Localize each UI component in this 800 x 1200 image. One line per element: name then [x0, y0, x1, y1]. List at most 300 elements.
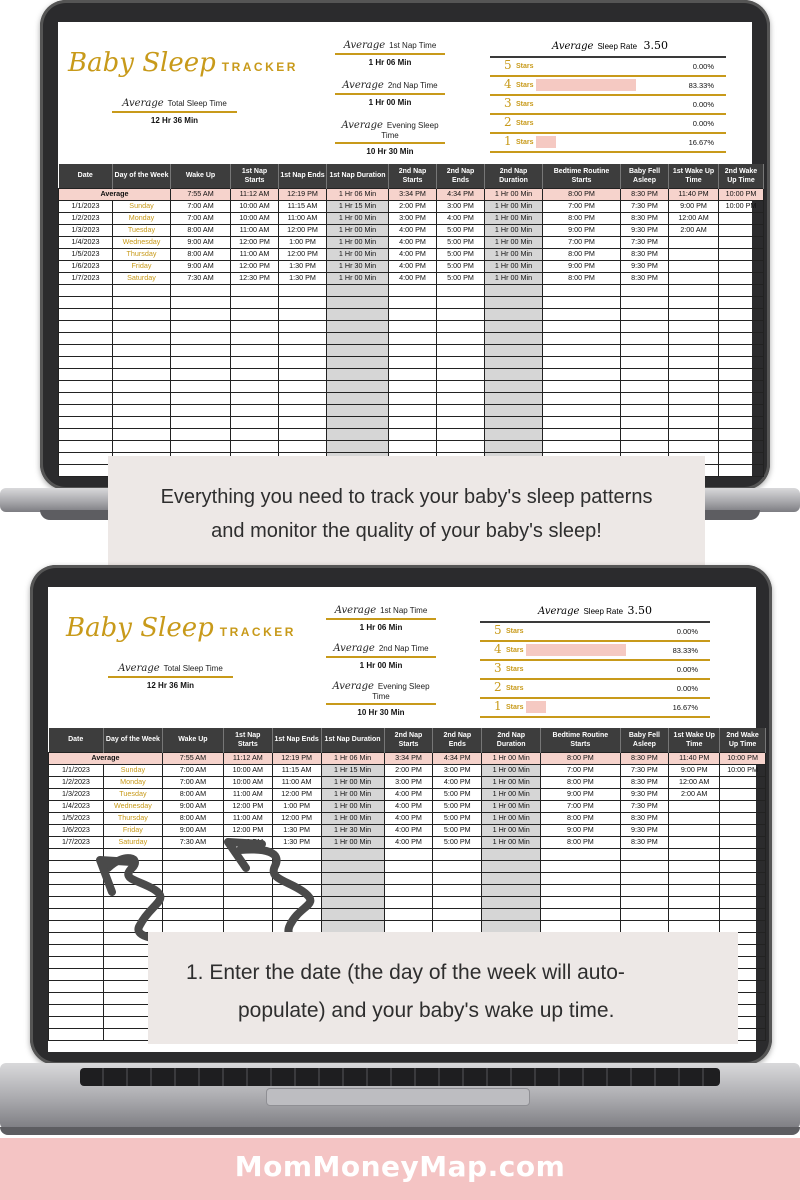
empty-cell[interactable] [437, 344, 485, 356]
table-cell[interactable]: 1/6/2023 [49, 824, 104, 836]
table-cell[interactable]: 1/6/2023 [59, 260, 113, 272]
empty-cell[interactable] [543, 416, 621, 428]
average-cell[interactable]: 1 Hr 00 Min [485, 188, 543, 200]
empty-cell[interactable] [49, 1004, 104, 1016]
table-cell[interactable]: 11:15 AM [279, 200, 327, 212]
empty-cell[interactable] [620, 896, 669, 908]
table-cell[interactable]: 2:00 PM [384, 764, 433, 776]
table-cell[interactable]: 2:00 AM [669, 224, 719, 236]
table-cell[interactable]: 12:30 PM [231, 272, 279, 284]
empty-cell[interactable] [620, 860, 669, 872]
empty-cell[interactable] [327, 440, 389, 452]
table-cell[interactable] [669, 812, 720, 824]
empty-cell[interactable] [171, 344, 231, 356]
empty-cell[interactable] [59, 320, 113, 332]
empty-cell[interactable] [669, 872, 720, 884]
empty-cell[interactable] [669, 920, 720, 932]
table-cell[interactable]: 1:00 PM [279, 236, 327, 248]
table-cell[interactable]: 12:00 PM [272, 812, 321, 824]
table-cell[interactable]: 9:30 PM [620, 788, 669, 800]
empty-cell[interactable] [327, 284, 389, 296]
empty-cell[interactable] [49, 848, 104, 860]
table-cell[interactable]: 10:00 AM [223, 764, 272, 776]
empty-cell[interactable] [620, 848, 669, 860]
table-cell[interactable]: 12:00 AM [669, 776, 720, 788]
empty-cell[interactable] [327, 332, 389, 344]
table-cell[interactable]: 1:00 PM [272, 800, 321, 812]
table-cell[interactable]: 4:00 PM [389, 224, 437, 236]
empty-cell[interactable] [384, 896, 433, 908]
table-cell[interactable]: Monday [103, 776, 162, 788]
empty-cell[interactable] [541, 848, 620, 860]
empty-cell[interactable] [171, 416, 231, 428]
average-cell[interactable]: 11:12 AM [231, 188, 279, 200]
table-cell[interactable]: Sunday [103, 764, 162, 776]
empty-cell[interactable] [327, 428, 389, 440]
table-cell[interactable]: 1/2/2023 [59, 212, 113, 224]
table-cell[interactable]: 1 Hr 00 Min [482, 788, 541, 800]
empty-cell[interactable] [279, 392, 327, 404]
table-cell[interactable]: 1 Hr 15 Min [327, 200, 389, 212]
table-cell[interactable]: 1 Hr 00 Min [327, 272, 389, 284]
table-cell[interactable]: Friday [103, 824, 162, 836]
empty-cell[interactable] [485, 356, 543, 368]
table-cell[interactable]: 5:00 PM [433, 824, 482, 836]
average-cell[interactable]: 7:55 AM [162, 752, 223, 764]
empty-cell[interactable] [113, 356, 171, 368]
table-cell[interactable]: 7:30 PM [621, 236, 669, 248]
empty-cell[interactable] [272, 920, 321, 932]
table-cell[interactable]: 8:00 AM [171, 224, 231, 236]
empty-cell[interactable] [321, 872, 384, 884]
table-cell[interactable] [669, 800, 720, 812]
table-cell[interactable]: 1 Hr 00 Min [482, 812, 541, 824]
table-cell[interactable]: 8:00 PM [543, 248, 621, 260]
empty-cell[interactable] [482, 872, 541, 884]
table-cell[interactable]: 7:00 PM [541, 800, 620, 812]
empty-cell[interactable] [279, 368, 327, 380]
table-cell[interactable]: 8:30 PM [620, 776, 669, 788]
empty-cell[interactable] [384, 860, 433, 872]
table-cell[interactable]: 9:00 AM [162, 824, 223, 836]
table-cell[interactable] [719, 260, 764, 272]
empty-cell[interactable] [113, 416, 171, 428]
table-cell[interactable]: Tuesday [103, 788, 162, 800]
empty-cell[interactable] [162, 896, 223, 908]
table-cell[interactable]: 9:00 PM [543, 224, 621, 236]
empty-cell[interactable] [621, 392, 669, 404]
empty-cell[interactable] [49, 956, 104, 968]
table-cell[interactable]: 12:00 PM [223, 824, 272, 836]
empty-cell[interactable] [620, 884, 669, 896]
empty-cell[interactable] [231, 296, 279, 308]
table-cell[interactable]: 1 Hr 00 Min [321, 836, 384, 848]
empty-cell[interactable] [59, 404, 113, 416]
empty-cell[interactable] [59, 392, 113, 404]
empty-cell[interactable] [543, 332, 621, 344]
table-cell[interactable]: 7:30 PM [621, 200, 669, 212]
average-cell[interactable]: 1 Hr 06 Min [321, 752, 384, 764]
table-cell[interactable]: 1:30 PM [272, 824, 321, 836]
empty-cell[interactable] [389, 308, 437, 320]
table-cell[interactable]: 4:00 PM [384, 836, 433, 848]
empty-cell[interactable] [171, 356, 231, 368]
empty-cell[interactable] [541, 920, 620, 932]
empty-cell[interactable] [437, 392, 485, 404]
empty-cell[interactable] [485, 284, 543, 296]
table-cell[interactable]: 1/4/2023 [49, 800, 104, 812]
empty-cell[interactable] [171, 320, 231, 332]
table-cell[interactable]: 5:00 PM [433, 788, 482, 800]
empty-cell[interactable] [437, 296, 485, 308]
empty-cell[interactable] [103, 860, 162, 872]
empty-cell[interactable] [720, 896, 766, 908]
empty-cell[interactable] [113, 320, 171, 332]
empty-cell[interactable] [279, 320, 327, 332]
table-cell[interactable]: Sunday [113, 200, 171, 212]
table-cell[interactable]: 1 Hr 00 Min [327, 236, 389, 248]
empty-cell[interactable] [621, 428, 669, 440]
empty-cell[interactable] [433, 872, 482, 884]
empty-cell[interactable] [543, 344, 621, 356]
empty-cell[interactable] [433, 860, 482, 872]
average-cell[interactable]: 11:40 PM [669, 752, 720, 764]
empty-cell[interactable] [49, 992, 104, 1004]
empty-cell[interactable] [437, 428, 485, 440]
empty-cell[interactable] [49, 944, 104, 956]
empty-cell[interactable] [59, 332, 113, 344]
empty-cell[interactable] [541, 896, 620, 908]
table-cell[interactable] [669, 260, 719, 272]
empty-cell[interactable] [482, 908, 541, 920]
table-cell[interactable]: 11:00 AM [231, 224, 279, 236]
empty-cell[interactable] [719, 440, 764, 452]
average-cell[interactable]: Average [49, 752, 163, 764]
empty-cell[interactable] [621, 356, 669, 368]
empty-cell[interactable] [437, 356, 485, 368]
empty-cell[interactable] [389, 416, 437, 428]
table-cell[interactable]: 1 Hr 00 Min [482, 776, 541, 788]
empty-cell[interactable] [433, 920, 482, 932]
empty-cell[interactable] [719, 320, 764, 332]
table-cell[interactable]: 1/3/2023 [49, 788, 104, 800]
empty-cell[interactable] [113, 428, 171, 440]
empty-cell[interactable] [223, 920, 272, 932]
table-cell[interactable]: 1 Hr 00 Min [482, 836, 541, 848]
empty-cell[interactable] [719, 428, 764, 440]
empty-cell[interactable] [327, 296, 389, 308]
empty-cell[interactable] [171, 440, 231, 452]
table-cell[interactable]: 1/7/2023 [59, 272, 113, 284]
empty-cell[interactable] [719, 392, 764, 404]
table-cell[interactable]: 11:15 AM [272, 764, 321, 776]
empty-cell[interactable] [49, 908, 104, 920]
table-cell[interactable]: 9:30 PM [621, 260, 669, 272]
empty-cell[interactable] [272, 896, 321, 908]
empty-cell[interactable] [327, 392, 389, 404]
empty-cell[interactable] [543, 404, 621, 416]
empty-cell[interactable] [719, 356, 764, 368]
empty-cell[interactable] [720, 908, 766, 920]
table-cell[interactable] [719, 236, 764, 248]
empty-cell[interactable] [59, 380, 113, 392]
empty-cell[interactable] [543, 368, 621, 380]
table-cell[interactable]: 1 Hr 00 Min [482, 800, 541, 812]
empty-cell[interactable] [223, 884, 272, 896]
empty-cell[interactable] [543, 320, 621, 332]
table-cell[interactable]: 1 Hr 15 Min [321, 764, 384, 776]
table-cell[interactable]: 8:30 PM [621, 212, 669, 224]
average-cell[interactable]: 1 Hr 06 Min [327, 188, 389, 200]
empty-cell[interactable] [103, 896, 162, 908]
empty-cell[interactable] [103, 848, 162, 860]
empty-cell[interactable] [485, 332, 543, 344]
table-cell[interactable]: 1/1/2023 [59, 200, 113, 212]
empty-cell[interactable] [231, 332, 279, 344]
table-cell[interactable]: 1/3/2023 [59, 224, 113, 236]
empty-cell[interactable] [171, 308, 231, 320]
empty-cell[interactable] [327, 416, 389, 428]
empty-cell[interactable] [59, 344, 113, 356]
table-cell[interactable]: 5:00 PM [437, 248, 485, 260]
empty-cell[interactable] [49, 920, 104, 932]
table-cell[interactable]: 3:00 PM [389, 212, 437, 224]
empty-cell[interactable] [113, 380, 171, 392]
empty-cell[interactable] [720, 872, 766, 884]
empty-cell[interactable] [620, 920, 669, 932]
empty-cell[interactable] [272, 860, 321, 872]
empty-cell[interactable] [669, 848, 720, 860]
empty-cell[interactable] [279, 332, 327, 344]
empty-cell[interactable] [223, 860, 272, 872]
empty-cell[interactable] [49, 932, 104, 944]
empty-cell[interactable] [49, 1016, 104, 1028]
empty-cell[interactable] [433, 884, 482, 896]
table-cell[interactable]: 9:30 PM [620, 824, 669, 836]
table-cell[interactable]: 4:00 PM [389, 236, 437, 248]
table-cell[interactable] [669, 836, 720, 848]
empty-cell[interactable] [541, 860, 620, 872]
empty-cell[interactable] [223, 872, 272, 884]
empty-cell[interactable] [231, 440, 279, 452]
empty-cell[interactable] [231, 428, 279, 440]
table-cell[interactable]: 12:00 PM [231, 260, 279, 272]
empty-cell[interactable] [719, 332, 764, 344]
empty-cell[interactable] [669, 368, 719, 380]
empty-cell[interactable] [171, 404, 231, 416]
empty-cell[interactable] [669, 284, 719, 296]
empty-cell[interactable] [621, 308, 669, 320]
empty-cell[interactable] [59, 308, 113, 320]
empty-cell[interactable] [437, 404, 485, 416]
table-cell[interactable]: Monday [113, 212, 171, 224]
table-cell[interactable]: 1 Hr 00 Min [321, 776, 384, 788]
table-cell[interactable] [719, 272, 764, 284]
empty-cell[interactable] [621, 380, 669, 392]
empty-cell[interactable] [103, 872, 162, 884]
table-cell[interactable] [669, 272, 719, 284]
table-cell[interactable] [720, 776, 766, 788]
empty-cell[interactable] [113, 392, 171, 404]
empty-cell[interactable] [321, 896, 384, 908]
empty-cell[interactable] [437, 332, 485, 344]
table-cell[interactable]: 10:00 AM [231, 212, 279, 224]
empty-cell[interactable] [543, 440, 621, 452]
empty-cell[interactable] [485, 416, 543, 428]
table-cell[interactable]: 8:00 PM [541, 776, 620, 788]
table-cell[interactable]: 9:00 PM [669, 200, 719, 212]
average-cell[interactable]: 8:30 PM [620, 752, 669, 764]
empty-cell[interactable] [669, 296, 719, 308]
table-cell[interactable]: 1 Hr 00 Min [485, 272, 543, 284]
empty-cell[interactable] [482, 896, 541, 908]
table-cell[interactable]: 4:00 PM [433, 776, 482, 788]
empty-cell[interactable] [59, 428, 113, 440]
table-cell[interactable]: 8:00 AM [162, 788, 223, 800]
empty-cell[interactable] [437, 368, 485, 380]
table-cell[interactable]: 4:00 PM [384, 824, 433, 836]
empty-cell[interactable] [389, 332, 437, 344]
table-cell[interactable]: 7:30 AM [162, 836, 223, 848]
empty-cell[interactable] [543, 356, 621, 368]
average-cell[interactable]: 12:19 PM [272, 752, 321, 764]
empty-cell[interactable] [389, 284, 437, 296]
empty-cell[interactable] [669, 332, 719, 344]
average-cell[interactable]: 10:00 PM [719, 188, 764, 200]
empty-cell[interactable] [103, 920, 162, 932]
empty-cell[interactable] [669, 308, 719, 320]
table-cell[interactable]: 11:00 AM [272, 776, 321, 788]
table-cell[interactable]: 1 Hr 00 Min [321, 788, 384, 800]
empty-cell[interactable] [327, 308, 389, 320]
empty-cell[interactable] [719, 308, 764, 320]
empty-cell[interactable] [113, 404, 171, 416]
empty-cell[interactable] [223, 896, 272, 908]
table-cell[interactable] [719, 212, 764, 224]
empty-cell[interactable] [621, 296, 669, 308]
table-cell[interactable]: 10:00 PM [720, 764, 766, 776]
empty-cell[interactable] [59, 284, 113, 296]
empty-cell[interactable] [279, 440, 327, 452]
empty-cell[interactable] [433, 896, 482, 908]
empty-cell[interactable] [389, 404, 437, 416]
empty-cell[interactable] [669, 320, 719, 332]
table-cell[interactable]: 11:00 AM [223, 788, 272, 800]
table-cell[interactable]: 1 Hr 00 Min [482, 764, 541, 776]
table-cell[interactable]: 9:00 PM [541, 788, 620, 800]
average-cell[interactable]: 11:12 AM [223, 752, 272, 764]
empty-cell[interactable] [485, 392, 543, 404]
table-cell[interactable]: 3:00 PM [433, 764, 482, 776]
empty-cell[interactable] [389, 368, 437, 380]
empty-cell[interactable] [321, 920, 384, 932]
empty-cell[interactable] [437, 416, 485, 428]
table-cell[interactable]: 8:30 PM [620, 836, 669, 848]
table-cell[interactable] [669, 236, 719, 248]
empty-cell[interactable] [59, 356, 113, 368]
empty-cell[interactable] [543, 284, 621, 296]
empty-cell[interactable] [669, 380, 719, 392]
empty-cell[interactable] [621, 284, 669, 296]
empty-cell[interactable] [620, 908, 669, 920]
empty-cell[interactable] [231, 356, 279, 368]
empty-cell[interactable] [541, 908, 620, 920]
table-cell[interactable]: 7:00 AM [162, 764, 223, 776]
table-cell[interactable]: 7:00 PM [543, 200, 621, 212]
empty-cell[interactable] [720, 884, 766, 896]
empty-cell[interactable] [59, 464, 113, 476]
table-cell[interactable] [720, 800, 766, 812]
table-cell[interactable]: 1/1/2023 [49, 764, 104, 776]
empty-cell[interactable] [485, 308, 543, 320]
average-cell[interactable]: 3:34 PM [384, 752, 433, 764]
table-cell[interactable]: 7:30 AM [171, 272, 231, 284]
empty-cell[interactable] [171, 368, 231, 380]
empty-cell[interactable] [162, 848, 223, 860]
table-cell[interactable]: 10:00 AM [223, 776, 272, 788]
empty-cell[interactable] [669, 428, 719, 440]
empty-cell[interactable] [49, 884, 104, 896]
table-cell[interactable]: 12:00 PM [223, 800, 272, 812]
empty-cell[interactable] [59, 440, 113, 452]
table-cell[interactable]: Thursday [103, 812, 162, 824]
empty-cell[interactable] [621, 368, 669, 380]
empty-cell[interactable] [171, 284, 231, 296]
table-cell[interactable]: 5:00 PM [433, 812, 482, 824]
empty-cell[interactable] [389, 344, 437, 356]
average-cell[interactable]: 8:00 PM [541, 752, 620, 764]
empty-cell[interactable] [485, 296, 543, 308]
table-cell[interactable]: 1/5/2023 [59, 248, 113, 260]
table-cell[interactable]: 8:30 PM [620, 812, 669, 824]
table-cell[interactable]: 1/5/2023 [49, 812, 104, 824]
empty-cell[interactable] [103, 908, 162, 920]
empty-cell[interactable] [321, 860, 384, 872]
empty-cell[interactable] [327, 404, 389, 416]
table-cell[interactable]: 1:30 PM [279, 272, 327, 284]
average-cell[interactable]: 12:19 PM [279, 188, 327, 200]
empty-cell[interactable] [719, 416, 764, 428]
empty-cell[interactable] [621, 440, 669, 452]
empty-cell[interactable] [279, 344, 327, 356]
empty-cell[interactable] [543, 392, 621, 404]
empty-cell[interactable] [327, 368, 389, 380]
table-cell[interactable]: 1 Hr 00 Min [482, 824, 541, 836]
table-cell[interactable]: 11:00 AM [231, 248, 279, 260]
empty-cell[interactable] [669, 908, 720, 920]
empty-cell[interactable] [720, 848, 766, 860]
empty-cell[interactable] [59, 296, 113, 308]
table-cell[interactable]: 4:00 PM [437, 212, 485, 224]
empty-cell[interactable] [327, 356, 389, 368]
empty-cell[interactable] [113, 296, 171, 308]
empty-cell[interactable] [231, 284, 279, 296]
average-cell[interactable]: Average [59, 188, 171, 200]
table-cell[interactable]: 1 Hr 00 Min [321, 800, 384, 812]
empty-cell[interactable] [279, 356, 327, 368]
empty-cell[interactable] [59, 368, 113, 380]
table-cell[interactable]: 4:00 PM [389, 260, 437, 272]
empty-cell[interactable] [272, 848, 321, 860]
table-cell[interactable]: 1 Hr 30 Min [327, 260, 389, 272]
empty-cell[interactable] [621, 320, 669, 332]
table-cell[interactable]: 5:00 PM [433, 800, 482, 812]
table-cell[interactable]: 8:00 PM [543, 212, 621, 224]
empty-cell[interactable] [389, 296, 437, 308]
empty-cell[interactable] [389, 380, 437, 392]
average-cell[interactable]: 11:40 PM [669, 188, 719, 200]
average-cell[interactable]: 8:00 PM [543, 188, 621, 200]
